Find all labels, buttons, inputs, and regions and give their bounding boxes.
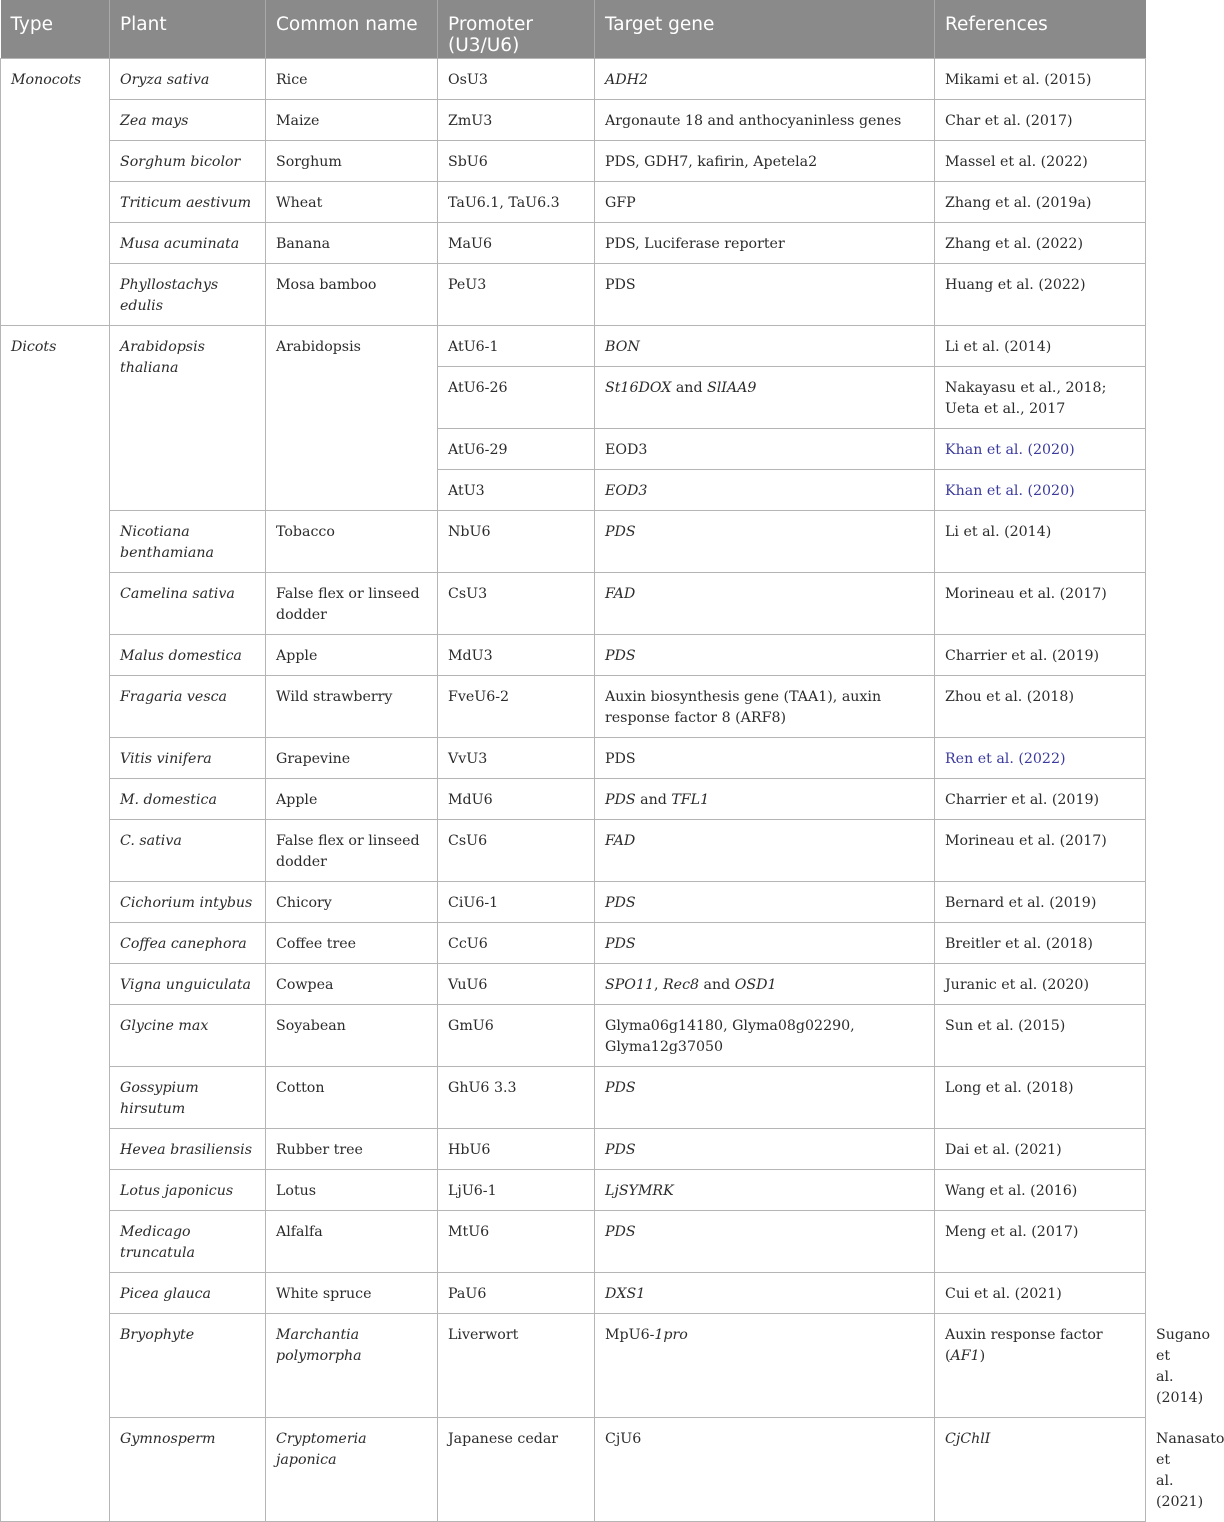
plant-cell: Vigna unguiculata (110, 963, 266, 1004)
common-name-cell: Tobacco (266, 510, 438, 572)
common-name-cell: Alfalfa (266, 1210, 438, 1272)
promoter-cell: LjU6-1 (438, 1169, 595, 1210)
target-gene-cell (595, 922, 935, 963)
reference-cell: Li et al. (2014) (935, 510, 1146, 572)
target-gene-text: SPO11 (605, 976, 654, 993)
target-gene-cell: PDS, GDH7, kafirin, Apetela2 (595, 140, 935, 181)
reference-cell: Long et al. (2018) (935, 1066, 1146, 1128)
common-name-cell: Lotus (266, 1169, 438, 1210)
target-gene-cell (595, 469, 935, 510)
target-gene-text: DXS1 (605, 1285, 646, 1302)
reference-cell (935, 469, 1146, 510)
target-gene-text: BON (605, 338, 640, 355)
plant-cell: Malus domestica (110, 634, 266, 675)
promoter-cell: CsU3 (438, 572, 595, 634)
reference-cell: Meng et al. (2017) (935, 1210, 1146, 1272)
common-name-cell: Rice (266, 58, 438, 99)
promoter-cell: MaU6 (438, 222, 595, 263)
common-name-cell: Liverwort (438, 1313, 595, 1417)
reference-cell: Li et al. (2014) (935, 325, 1146, 366)
target-gene-text: PDS (605, 647, 636, 664)
reference-cell: Sun et al. (2015) (935, 1004, 1146, 1066)
plant-cell: Fragaria vesca (110, 675, 266, 737)
promoter-cell: VuU6 (438, 963, 595, 1004)
type-cell: Dicots (1, 325, 110, 1521)
plant-cell: Oryza sativa (110, 58, 266, 99)
target-gene-cell (595, 325, 935, 366)
common-name-cell: Apple (266, 634, 438, 675)
reference-cell: Wang et al. (2016) (935, 1169, 1146, 1210)
target-gene-cell: PDS (595, 737, 935, 778)
target-gene-text: SlIAA9 (707, 379, 757, 396)
target-gene-cell (595, 1210, 935, 1272)
reference-cell: Charrier et al. (2019) (935, 634, 1146, 675)
table-row (1, 181, 1146, 222)
reference-cell: Bernard et al. (2019) (935, 881, 1146, 922)
table-row (1, 263, 1146, 325)
target-gene-cell (595, 1169, 935, 1210)
promoter-cell: GmU6 (438, 1004, 595, 1066)
reference-cell: Morineau et al. (2017) (935, 572, 1146, 634)
promoter-text: 1pro (654, 1326, 688, 1343)
plant-cell: Marchantia polymorpha (266, 1313, 438, 1417)
target-gene-cell (595, 1272, 935, 1313)
reference-cell: Char et al. (2017) (935, 99, 1146, 140)
reference-cell: Charrier et al. (2019) (935, 778, 1146, 819)
header-references: References (935, 0, 1146, 58)
table-row (1, 819, 1146, 881)
promoter-cell: VvU3 (438, 737, 595, 778)
promoter-cell: PaU6 (438, 1272, 595, 1313)
plant-cell: Cryptomeria japonica (266, 1417, 438, 1521)
target-gene-cell (595, 778, 935, 819)
reference-cell: Mikami et al. (2015) (935, 58, 1146, 99)
plant-cell: Coffea canephora (110, 922, 266, 963)
common-name-cell: White spruce (266, 1272, 438, 1313)
promoter-cell (595, 1313, 935, 1417)
table-row (1, 1004, 1146, 1066)
target-gene-cell (935, 1417, 1146, 1521)
promoter-cell: MtU6 (438, 1210, 595, 1272)
target-gene-text: Auxin response factor ( (945, 1326, 1103, 1364)
plant-cell: Vitis vinifera (110, 737, 266, 778)
reference-cell: Juranic et al. (2020) (935, 963, 1146, 1004)
table-row (1, 58, 1146, 99)
target-gene-cell (595, 819, 935, 881)
plant-cell: Glycine max (110, 1004, 266, 1066)
plant-cell: Nicotiana benthamiana (110, 510, 266, 572)
promoter-cell: PeU3 (438, 263, 595, 325)
plant-cell: Triticum aestivum (110, 181, 266, 222)
target-gene-text: St16DOX (605, 379, 672, 396)
table-row: Bryophyte Marchantia polymorpha Liverwort MpU6-1pro Auxin response factor (AF1) Sugano et al. (2014) (1, 1313, 1146, 1417)
target-gene-text: PDS (605, 894, 636, 911)
reference-cell: Zhou et al. (2018) (935, 675, 1146, 737)
target-gene-cell (595, 510, 935, 572)
target-gene-text: PDS (605, 1079, 636, 1096)
plant-cell: Sorghum bicolor (110, 140, 266, 181)
target-gene-text: EOD3 (605, 482, 648, 499)
promoter-cell: ZmU3 (438, 99, 595, 140)
target-gene-cell: Glyma06g14180, Glyma08g02290, Glyma12g37050 (595, 1004, 935, 1066)
target-gene-text: and (635, 791, 672, 808)
reference-link[interactable]: Ren et al. (2022) (945, 750, 1066, 767)
promoter-cell: GhU6 3.3 (438, 1066, 595, 1128)
common-name-cell: Chicory (266, 881, 438, 922)
target-gene-cell: Auxin biosynthesis gene (TAA1), auxin response factor 8 (ARF8) (595, 675, 935, 737)
promoter-cell: HbU6 (438, 1128, 595, 1169)
header-type: Type (1, 0, 110, 58)
common-name-cell: Banana (266, 222, 438, 263)
target-gene-text: OSD1 (734, 976, 777, 993)
header-row (1, 0, 1146, 58)
common-name-cell: Grapevine (266, 737, 438, 778)
table-row (1, 675, 1146, 737)
table-row (1, 737, 1146, 778)
target-gene-cell: PDS (595, 263, 935, 325)
table-row (1, 1066, 1146, 1128)
type-cell: Monocots (1, 58, 110, 325)
target-gene-cell (595, 881, 935, 922)
reference-cell: Dai et al. (2021) (935, 1128, 1146, 1169)
common-name-cell: Cowpea (266, 963, 438, 1004)
common-name-cell: Arabidopsis (266, 325, 438, 510)
promoter-cell: FveU6-2 (438, 675, 595, 737)
target-gene-text: Rec8 (662, 976, 700, 993)
table-row (1, 140, 1146, 181)
plant-cell: Lotus japonicus (110, 1169, 266, 1210)
target-gene-text: LjSYMRK (605, 1182, 674, 1199)
plant-cell: Gossypium hirsutum (110, 1066, 266, 1128)
table-row (1, 1272, 1146, 1313)
target-gene-text: PDS (605, 1223, 636, 1240)
target-gene-text: AF1 (950, 1347, 980, 1364)
promoter-cell: AtU6-26 (438, 366, 595, 428)
target-gene-text: PDS (605, 523, 636, 540)
common-name-cell: Wheat (266, 181, 438, 222)
common-name-cell: False flex or linseed dodder (266, 572, 438, 634)
promoter-cell: AtU3 (438, 469, 595, 510)
common-name-cell: Rubber tree (266, 1128, 438, 1169)
target-gene-cell (595, 572, 935, 634)
plant-cell: Medicago truncatula (110, 1210, 266, 1272)
reference-link[interactable]: Khan et al. (2020) (945, 482, 1075, 499)
header-common-name: Common name (266, 0, 438, 58)
promoter-cell: TaU6.1, TaU6.3 (438, 181, 595, 222)
table-row (1, 922, 1146, 963)
target-gene-text: and (671, 379, 708, 396)
target-gene-cell (595, 1128, 935, 1169)
reference-link[interactable]: Khan et al. (2020) (945, 441, 1075, 458)
common-name-cell: Wild strawberry (266, 675, 438, 737)
plant-cell: Phyllostachys edulis (110, 263, 266, 325)
reference-cell (935, 428, 1146, 469)
target-gene-cell: PDS, Luciferase reporter (595, 222, 935, 263)
target-gene-text: and (699, 976, 735, 993)
common-name-cell: Cotton (266, 1066, 438, 1128)
common-name-cell: Sorghum (266, 140, 438, 181)
target-gene-text: CjChlI (945, 1430, 991, 1447)
reference-cell: Cui et al. (2021) (935, 1272, 1146, 1313)
reference-cell: Nakayasu et al., 2018; Ueta et al., 2017 (935, 366, 1146, 428)
table-row (1, 1169, 1146, 1210)
type-cell: Gymnosperm (110, 1417, 266, 1521)
common-name-cell: Soyabean (266, 1004, 438, 1066)
plant-cell: C. sativa (110, 819, 266, 881)
table-row (1, 778, 1146, 819)
common-name-cell: Japanese cedar (438, 1417, 595, 1521)
promoter-cell: CjU6 (595, 1417, 935, 1521)
target-gene-cell: EOD3 (595, 428, 935, 469)
common-name-cell: Apple (266, 778, 438, 819)
common-name-cell: Mosa bamboo (266, 263, 438, 325)
promoter-cell: NbU6 (438, 510, 595, 572)
promoter-cell: AtU6-29 (438, 428, 595, 469)
target-gene-text: ) (979, 1347, 986, 1364)
table-row (1, 963, 1146, 1004)
target-gene-text: FAD (605, 585, 636, 602)
table-row (1, 881, 1146, 922)
reference-cell: Massel et al. (2022) (935, 140, 1146, 181)
reference-cell: Huang et al. (2022) (935, 263, 1146, 325)
target-gene-cell (935, 1313, 1146, 1417)
promoter-cell: SbU6 (438, 140, 595, 181)
promoter-cell: MdU3 (438, 634, 595, 675)
target-gene-text: FAD (605, 832, 636, 849)
table-row (1, 510, 1146, 572)
promoter-cell: OsU3 (438, 58, 595, 99)
target-gene-cell (595, 58, 935, 99)
plant-cell: M. domestica (110, 778, 266, 819)
table-row (1, 222, 1146, 263)
target-gene-text: , (653, 976, 663, 993)
target-gene-text: TFL1 (671, 791, 710, 808)
header-target-gene: Target gene (595, 0, 935, 58)
promoter-cell: AtU6-1 (438, 325, 595, 366)
table-row (1, 325, 1146, 366)
common-name-cell: False flex or linseed dodder (266, 819, 438, 881)
target-gene-text: PDS (605, 791, 636, 808)
header-promoter: Promoter (U3/U6) (438, 0, 595, 58)
promoter-cell: MdU6 (438, 778, 595, 819)
reference-cell: Morineau et al. (2017) (935, 819, 1146, 881)
header-plant: Plant (110, 0, 266, 58)
reference-cell: Zhang et al. (2019a) (935, 181, 1146, 222)
table-row (1, 572, 1146, 634)
table-row: Gymnosperm Cryptomeria japonica Japanese cedar CjU6 CjChlI Nanasato et al. (2021) (1, 1417, 1146, 1521)
promoter-cell: CsU6 (438, 819, 595, 881)
table-row (1, 1128, 1146, 1169)
target-gene-cell: Argonaute 18 and anthocyaninless genes (595, 99, 935, 140)
target-gene-cell (595, 963, 935, 1004)
target-gene-cell (595, 366, 935, 428)
promoter-text: MpU6- (605, 1326, 655, 1343)
reference-cell: Zhang et al. (2022) (935, 222, 1146, 263)
reference-cell: Breitler et al. (2018) (935, 922, 1146, 963)
plant-cell: Arabidopsis thaliana (110, 325, 266, 510)
target-gene-cell (595, 634, 935, 675)
promoter-cell: CiU6-1 (438, 881, 595, 922)
common-name-cell: Coffee tree (266, 922, 438, 963)
plant-cell: Zea mays (110, 99, 266, 140)
target-gene-cell: GFP (595, 181, 935, 222)
table-row (1, 634, 1146, 675)
plant-cell: Hevea brasiliensis (110, 1128, 266, 1169)
plant-cell: Cichorium intybus (110, 881, 266, 922)
table-row (1, 99, 1146, 140)
target-gene-text: PDS (605, 1141, 636, 1158)
type-cell: Bryophyte (110, 1313, 266, 1417)
table-row (1, 1210, 1146, 1272)
common-name-cell: Maize (266, 99, 438, 140)
plant-cell: Camelina sativa (110, 572, 266, 634)
plant-cell: Picea glauca (110, 1272, 266, 1313)
promoter-cell: CcU6 (438, 922, 595, 963)
target-gene-text: PDS (605, 935, 636, 952)
target-gene-cell (595, 1066, 935, 1128)
target-gene-text: ADH2 (605, 71, 649, 88)
reference-cell (935, 737, 1146, 778)
plant-cell: Musa acuminata (110, 222, 266, 263)
